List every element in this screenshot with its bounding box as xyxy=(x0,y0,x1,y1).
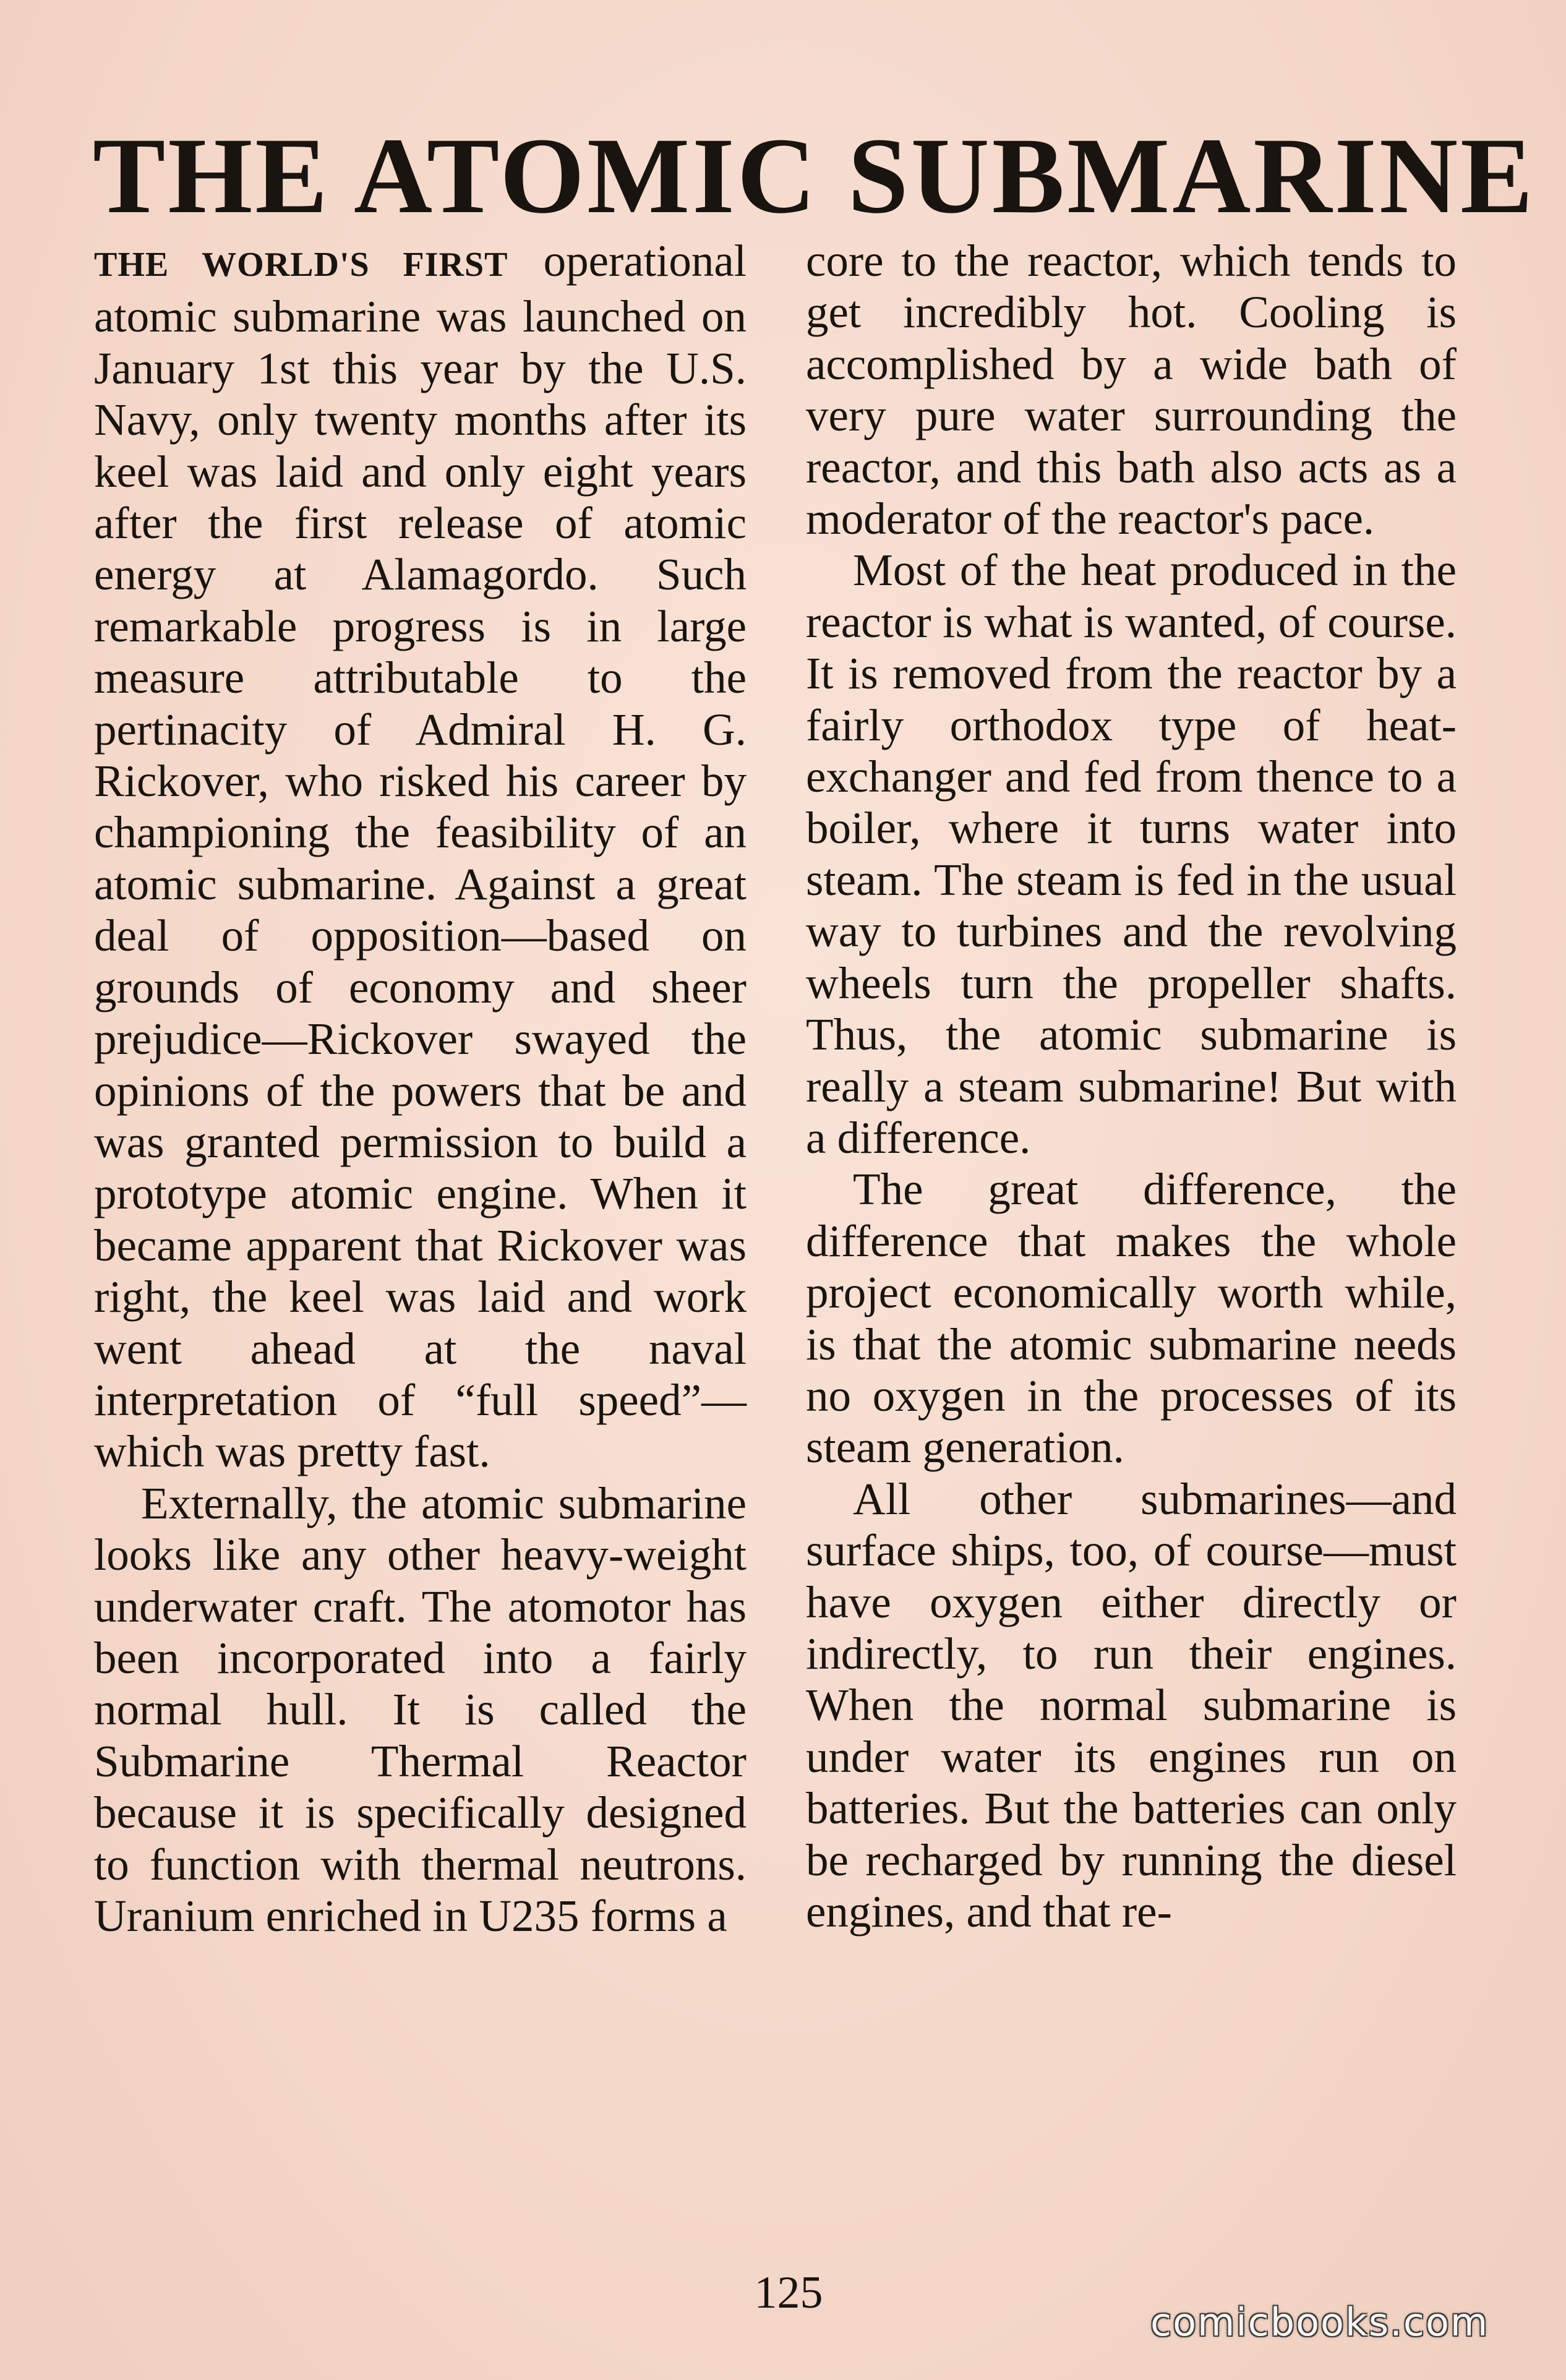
paragraph: All other submarines—and surface ships, too, of course—must have oxygen either directly or indirectly, to run their engines. When the normal submarine is under water its engines run on batteries. But the batteries can only be recharged by running the diesel engines, and that re- xyxy=(806,1473,1457,1937)
paragraph-text: operational atomic submarine was launched on January 1st this year by the U.S. Navy, only twenty months after its keel was laid and only eight years after the first release of atomic energy at Alamagordo. Such remarkable progress is in large measure attributable to the pertinacity of Admiral H. G. Rickover, who risked his career by championing the feasibility of an atomic submarine. Against a great deal of opposition—based on grounds of economy and sheer prejudice—Rickover swayed the opinions of the powers that be and was granted permission to build a prototype atomic engine. When it became apparent that Rickover was right, the keel was laid and work went ahead at the naval interpretation of “full speed”—which was pretty fast. xyxy=(94,236,747,1477)
paragraph xyxy=(94,235,747,1478)
left-column xyxy=(94,235,747,1941)
paragraph: core to the reactor, which tends to get incredibly hot. Cooling is accomplished by a wide bath of very pure water surrounding the reactor, and this bath also acts as a moderator of the reactor's pace. xyxy=(806,236,1457,544)
paragraph: Most of the heat produced in the reactor is what is wanted, of course. It is removed from the reactor by a fairly orthodox type of heat-exchanger and fed from thence to a boiler, where it turns water into steam. The steam is fed in the usual way to turbines and the revolving wheels turn the propeller shafts. Thus, the atomic submarine is really a steam submarine! But with a difference. xyxy=(806,545,1457,1163)
watermark: comicbooks.com xyxy=(1150,2300,1489,2345)
paragraph: Externally, the atomic submarine looks like any other heavy-weight underwater craft. The atomotor has been incorporated into a fairly normal hull. It is called the Submarine Thermal Reactor because it is specifically designed to function with thermal neutrons. Uranium enriched in U235 forms a xyxy=(94,1478,747,1941)
lead-in-text: THE WORLD'S FIRST xyxy=(94,246,508,284)
right-column xyxy=(806,235,1457,1937)
paragraph: The great difference, the difference that makes the whole project economically worth while, is that the atomic submarine needs no oxygen in the processes of its steam generation. xyxy=(806,1164,1457,1473)
page-number: 125 xyxy=(754,2267,823,2318)
article-title: THE ATOMIC SUBMARINE xyxy=(93,116,1536,236)
